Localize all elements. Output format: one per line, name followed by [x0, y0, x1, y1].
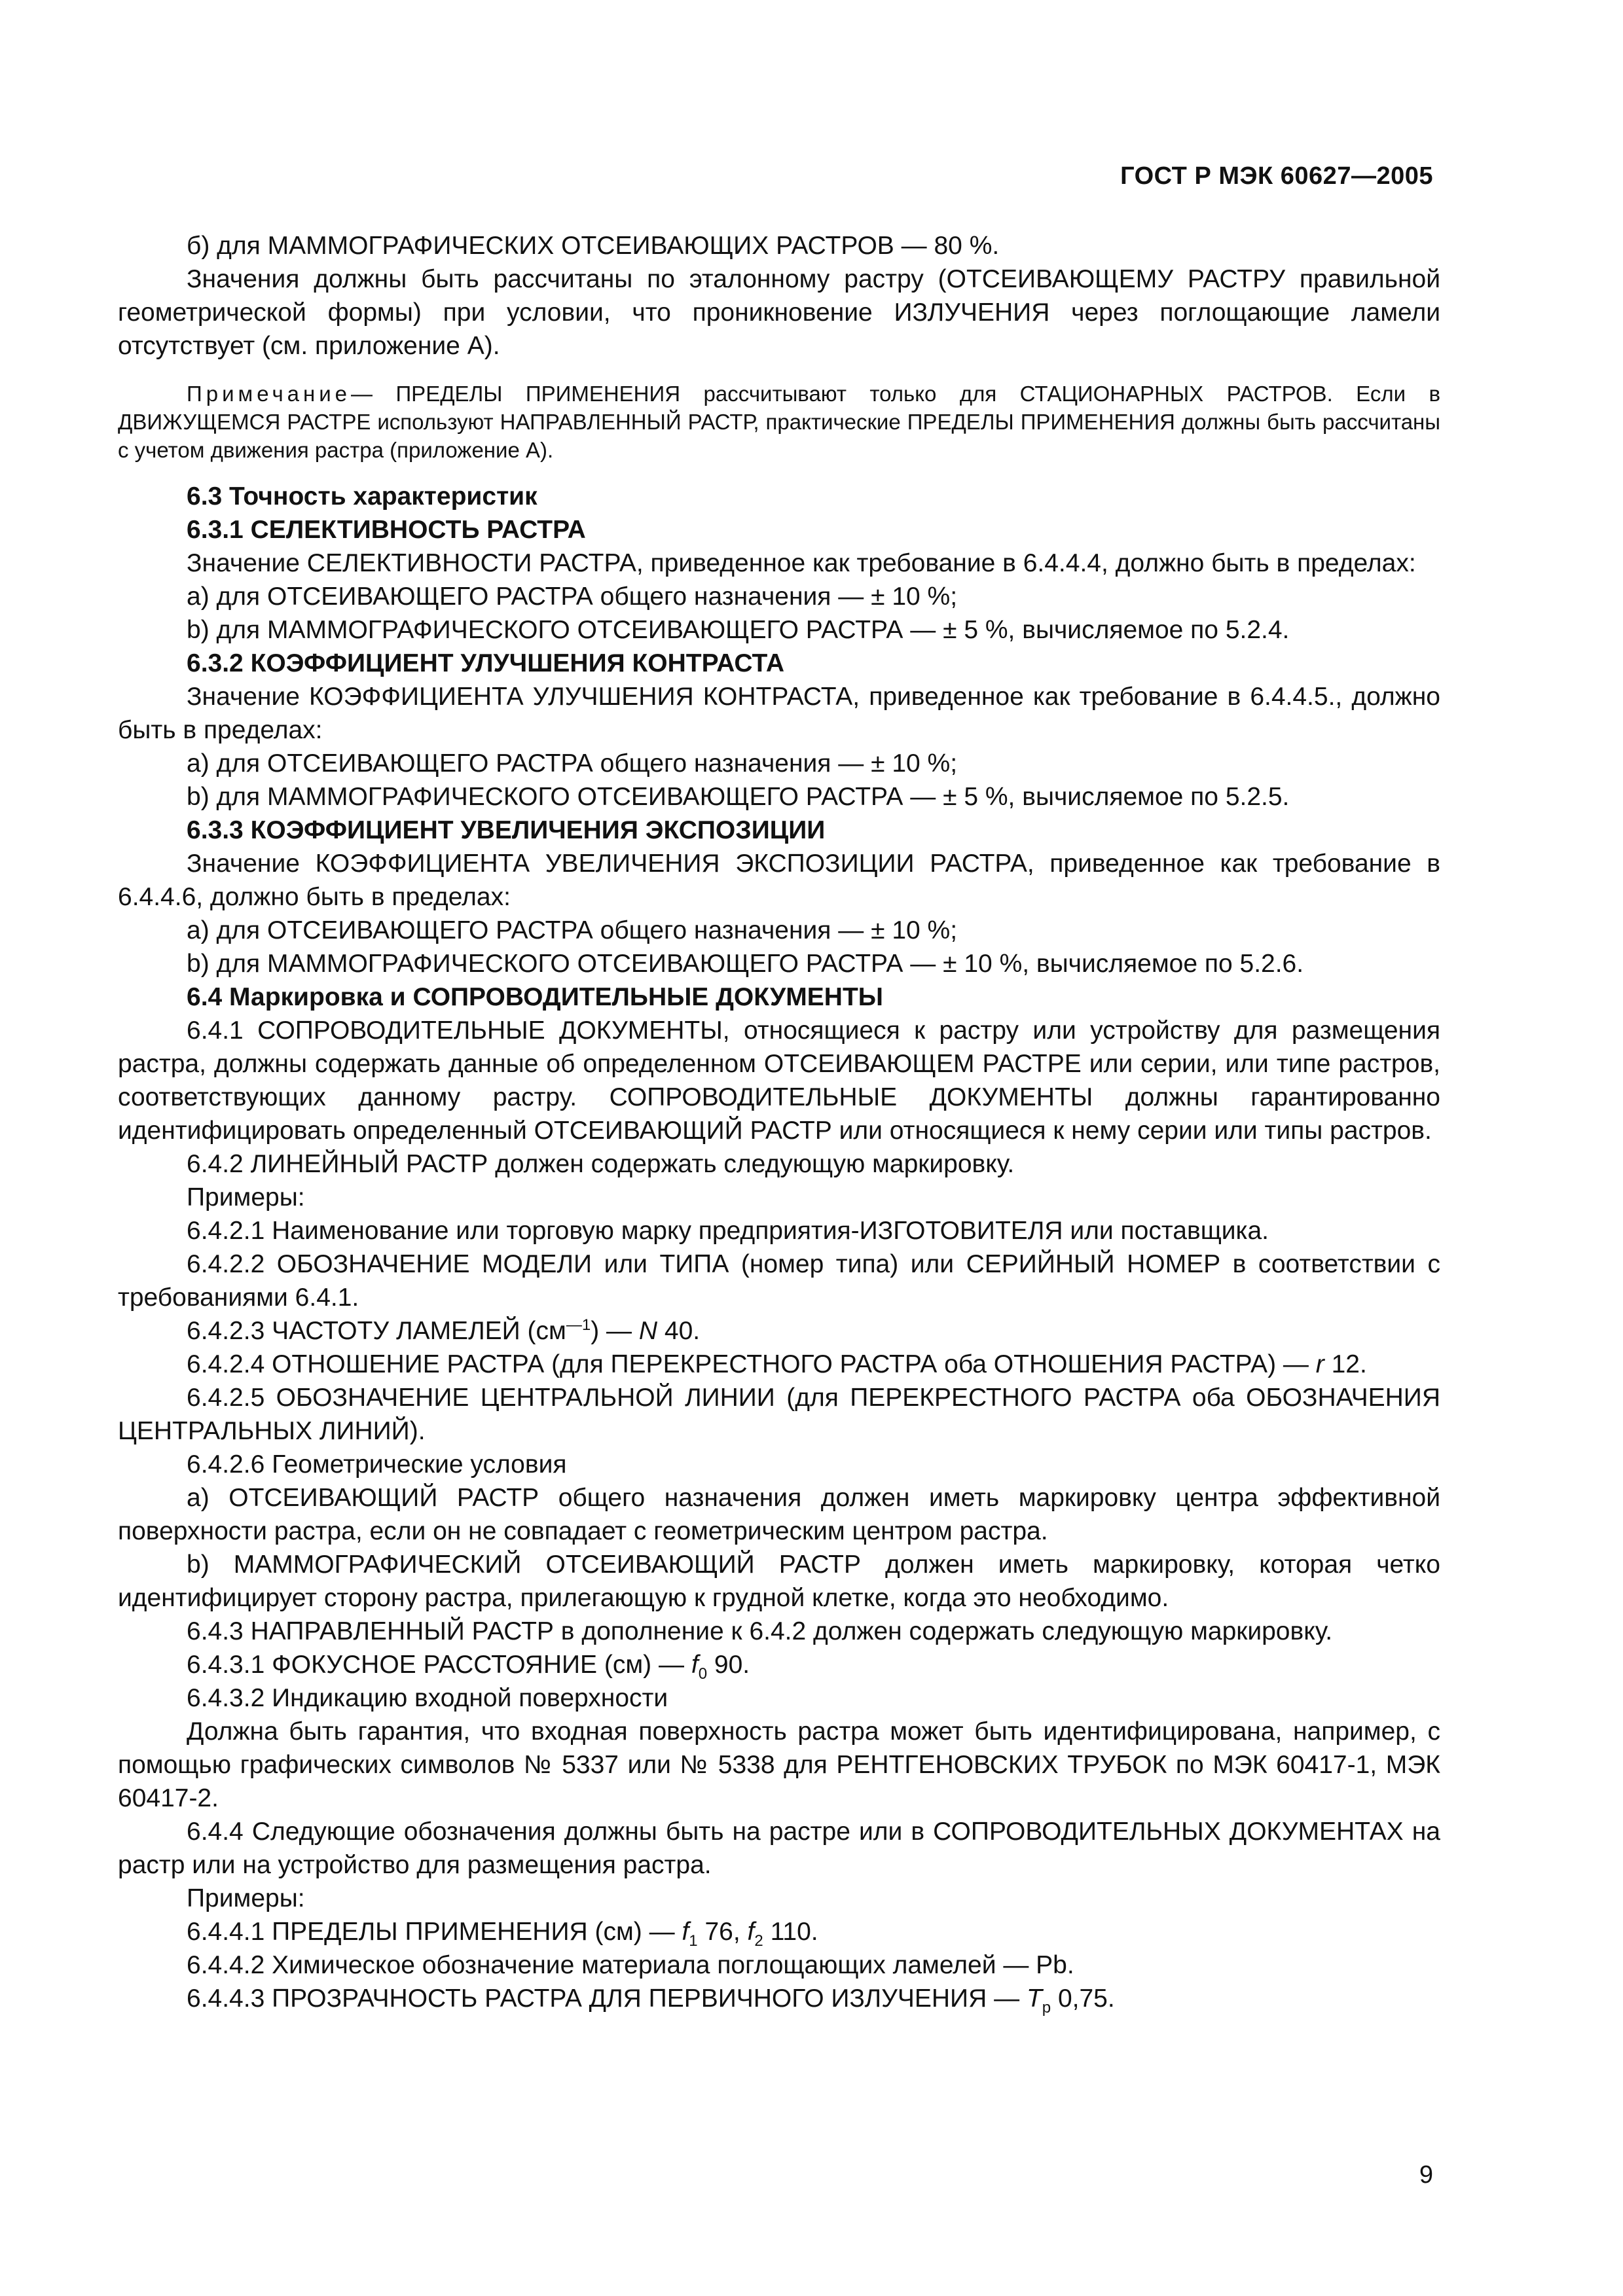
symbol: f — [682, 1918, 689, 1946]
list-item-6-3-2-b: b) для МАММОГРАФИЧЕСКОГО ОТСЕИВАЮЩЕГО РАСТРА — ± 5 %, вычисляемое по 5.2.5. — [187, 783, 1290, 811]
subscript: p — [1042, 1998, 1051, 2017]
text: 6.4.2.4 ОТНОШЕНИЕ РАСТРА (для ПЕРЕКРЕСТНОГО РАСТРА оба ОТНОШЕНИЯ РАСТРА) — — [187, 1350, 1316, 1378]
list-item-6-4-2-6-b: b) МАММОГРАФИЧЕСКИЙ ОТСЕИВАЮЩИЙ РАСТР должен иметь маркировку, которая четко идентифицирует сторону растра, прилегающую к грудной клетке, когда это необходимо. — [118, 1551, 1440, 1612]
paragraph-6-4-2: 6.4.2 ЛИНЕЙНЫЙ РАСТР должен содержать следующую маркировку. — [187, 1150, 1015, 1178]
list-item-6-3-1-a: а) для ОТСЕИВАЮЩЕГО РАСТРА общего назначения — ± 10 %; — [187, 583, 958, 611]
paragraph-6-4-4-1 — [118, 1915, 1440, 1948]
section-heading-6-3-1: 6.3.1 СЕЛЕКТИВНОСТЬ РАСТРА — [187, 516, 586, 544]
symbol: r — [1315, 1350, 1324, 1378]
note-lead: Примечание — [187, 382, 352, 406]
paragraph-6-4-2-5: 6.4.2.5 ОБОЗНАЧЕНИЕ ЦЕНТРАЛЬНОЙ ЛИНИИ (для ПЕРЕКРЕСТНОГО РАСТРА оба ОБОЗНАЧЕНИЯ ЦЕНТРАЛЬНЫХ ЛИНИЙ). — [118, 1384, 1440, 1445]
symbol: f — [691, 1651, 699, 1679]
paragraph-6-4-3-2-text: Должна быть гарантия, что входная поверхность растра может быть идентифицирована, например, с помощью графических символов № 5337 или № 5338 для РЕНТГЕНОВСКИХ ТРУБОК по МЭК 60417-1, МЭК 60417-2. — [118, 1717, 1440, 1812]
paragraph-6-4-2-3 — [118, 1314, 1440, 1348]
list-item-6-3-3-b: b) для МАММОГРАФИЧЕСКОГО ОТСЕИВАЮЩЕГО РАСТРА — ± 10 %, вычисляемое по 5.2.6. — [187, 950, 1304, 978]
superscript: —1 — [566, 1316, 591, 1334]
text: 6.4.3.1 ФОКУСНОЕ РАССТОЯНИЕ (см) — — [187, 1651, 691, 1679]
symbol: f — [747, 1918, 755, 1946]
text: 6.4.4.3 ПРОЗРАЧНОСТЬ РАСТРА ДЛЯ ПЕРВИЧНОГО ИЗЛУЧЕНИЯ — — [187, 1984, 1027, 2013]
page-header: ГОСТ Р МЭК 60627—2005 — [1120, 162, 1433, 190]
subscript: 2 — [754, 1931, 763, 1950]
paragraph-6-4-2-1: 6.4.2.1 Наименование или торговую марку предприятия-ИЗГОТОВИТЕЛЯ или поставщика. — [187, 1217, 1269, 1245]
text: ) — — [591, 1317, 639, 1345]
section-heading-6-3: 6.3 Точность характеристик — [187, 482, 538, 511]
text: 12. — [1324, 1350, 1367, 1378]
paragraph-reference-grid: Значения должны быть рассчитаны по эталонному растру (ОТСЕИВАЮЩЕМУ РАСТРУ правильной геометрической формы) при условии, что проникновение ИЗЛУЧЕНИЯ через поглощающие ламели отсутствует (см. приложение А). — [118, 265, 1440, 360]
paragraph-6-3-2: Значение КОЭФФИЦИЕНТА УЛУЧШЕНИЯ КОНТРАСТА, приведенное как требование в 6.4.4.5., должно быть в пределах: — [118, 683, 1440, 744]
subscript: 0 — [698, 1664, 708, 1683]
paragraph-mammography-limit: б) для МАММОГРАФИЧЕСКИХ ОТСЕИВАЮЩИХ РАСТРОВ — 80 %. — [187, 232, 1000, 260]
list-item-6-3-1-b: b) для МАММОГРАФИЧЕСКОГО ОТСЕИВАЮЩЕГО РАСТРА — ± 5 %, вычисляемое по 5.2.4. — [187, 616, 1290, 644]
page-number: 9 — [1419, 2161, 1433, 2189]
examples-label: Примеры: — [187, 1884, 305, 1912]
note-text: — ПРЕДЕЛЫ ПРИМЕНЕНИЯ рассчитывают только для СТАЦИОНАРНЫХ РАСТРОВ. Если в ДВИЖУЩЕМСЯ РАСТРЕ используют НАПРАВЛЕННЫЙ РАСТР, практические ПРЕДЕЛЫ ПРИМЕНЕНИЯ должны быть рассчитаны с учетом движения растра (приложение А). — [118, 382, 1440, 462]
paragraph-6-4-3-1 — [118, 1648, 1440, 1681]
list-item-6-3-3-a: а) для ОТСЕИВАЮЩЕГО РАСТРА общего назначения — ± 10 %; — [187, 916, 958, 944]
text: 110. — [763, 1918, 818, 1946]
page-content — [118, 229, 1440, 2015]
paragraph-6-4-3-2: 6.4.3.2 Индикацию входной поверхности — [187, 1684, 668, 1712]
paragraph-6-4-4: 6.4.4 Следующие обозначения должны быть на растре или в СОПРОВОДИТЕЛЬНЫХ ДОКУМЕНТАХ на растр или на устройство для размещения растра. — [118, 1818, 1440, 1879]
paragraph-6-4-2-6: 6.4.2.6 Геометрические условия — [187, 1450, 567, 1479]
paragraph-6-3-1: Значение СЕЛЕКТИВНОСТИ РАСТРА, приведенное как требование в 6.4.4.4, должно быть в пределах: — [187, 549, 1416, 577]
text: 6.4.2.3 ЧАСТОТУ ЛАМЕЛЕЙ (см — [187, 1317, 566, 1345]
section-heading-6-3-3: 6.3.3 КОЭФФИЦИЕНТ УВЕЛИЧЕНИЯ ЭКСПОЗИЦИИ — [187, 816, 826, 844]
paragraph-6-4-4-3 — [118, 1982, 1440, 2015]
list-item-6-3-2-a: а) для ОТСЕИВАЮЩЕГО РАСТРА общего назначения — ± 10 %; — [187, 749, 958, 778]
text: 40. — [657, 1317, 701, 1345]
text: 6.4.4.1 ПРЕДЕЛЫ ПРИМЕНЕНИЯ (см) — — [187, 1918, 682, 1946]
note — [118, 380, 1440, 464]
section-heading-6-3-2: 6.3.2 КОЭФФИЦИЕНТ УЛУЧШЕНИЯ КОНТРАСТА — [187, 649, 785, 677]
symbol: T — [1026, 1984, 1042, 2013]
text: 76, — [697, 1918, 748, 1946]
paragraph-6-4-2-4 — [118, 1348, 1440, 1381]
paragraph-6-3-3: Значение КОЭФФИЦИЕНТА УВЕЛИЧЕНИЯ ЭКСПОЗИЦИИ РАСТРА, приведенное как требование в 6.4.4.6, должно быть в пределах: — [118, 850, 1440, 911]
paragraph-6-4-3: 6.4.3 НАПРАВЛЕННЫЙ РАСТР в дополнение к 6.4.2 должен содержать следующую маркировку. — [187, 1617, 1333, 1645]
list-item-6-4-2-6-a: а) ОТСЕИВАЮЩИЙ РАСТР общего назначения должен иметь маркировку центра эффективной поверхности растра, если он не совпадает с геометрическим центром растра. — [118, 1484, 1440, 1545]
subscript: 1 — [689, 1931, 698, 1950]
paragraph-6-4-4-2: 6.4.4.2 Химическое обозначение материала поглощающих ламелей — Pb. — [187, 1951, 1074, 1979]
symbol: N — [638, 1317, 658, 1345]
text: 90. — [707, 1651, 750, 1679]
text: 0,75. — [1051, 1984, 1115, 2013]
paragraph-6-4-1: 6.4.1 СОПРОВОДИТЕЛЬНЫЕ ДОКУМЕНТЫ, относящиеся к растру или устройству для размещения растра, должны содержать данные об определенном ОТСЕИВАЮЩЕМ РАСТРЕ или серии, или типе растров, соответствующих данному растру. СОПРОВОДИТЕЛЬНЫЕ ДОКУМЕНТЫ должны гарантированно идентифицировать определенный ОТСЕИВАЮЩИЙ РАСТР или относящиеся к нему серии или типы растров. — [118, 1016, 1440, 1145]
paragraph-6-4-2-2: 6.4.2.2 ОБОЗНАЧЕНИЕ МОДЕЛИ или ТИПА (номер типа) или СЕРИЙНЫЙ НОМЕР в соответствии с требованиями 6.4.1. — [118, 1250, 1440, 1312]
examples-label: Примеры: — [187, 1183, 305, 1211]
section-heading-6-4: 6.4 Маркировка и СОПРОВОДИТЕЛЬНЫЕ ДОКУМЕНТЫ — [187, 983, 883, 1011]
